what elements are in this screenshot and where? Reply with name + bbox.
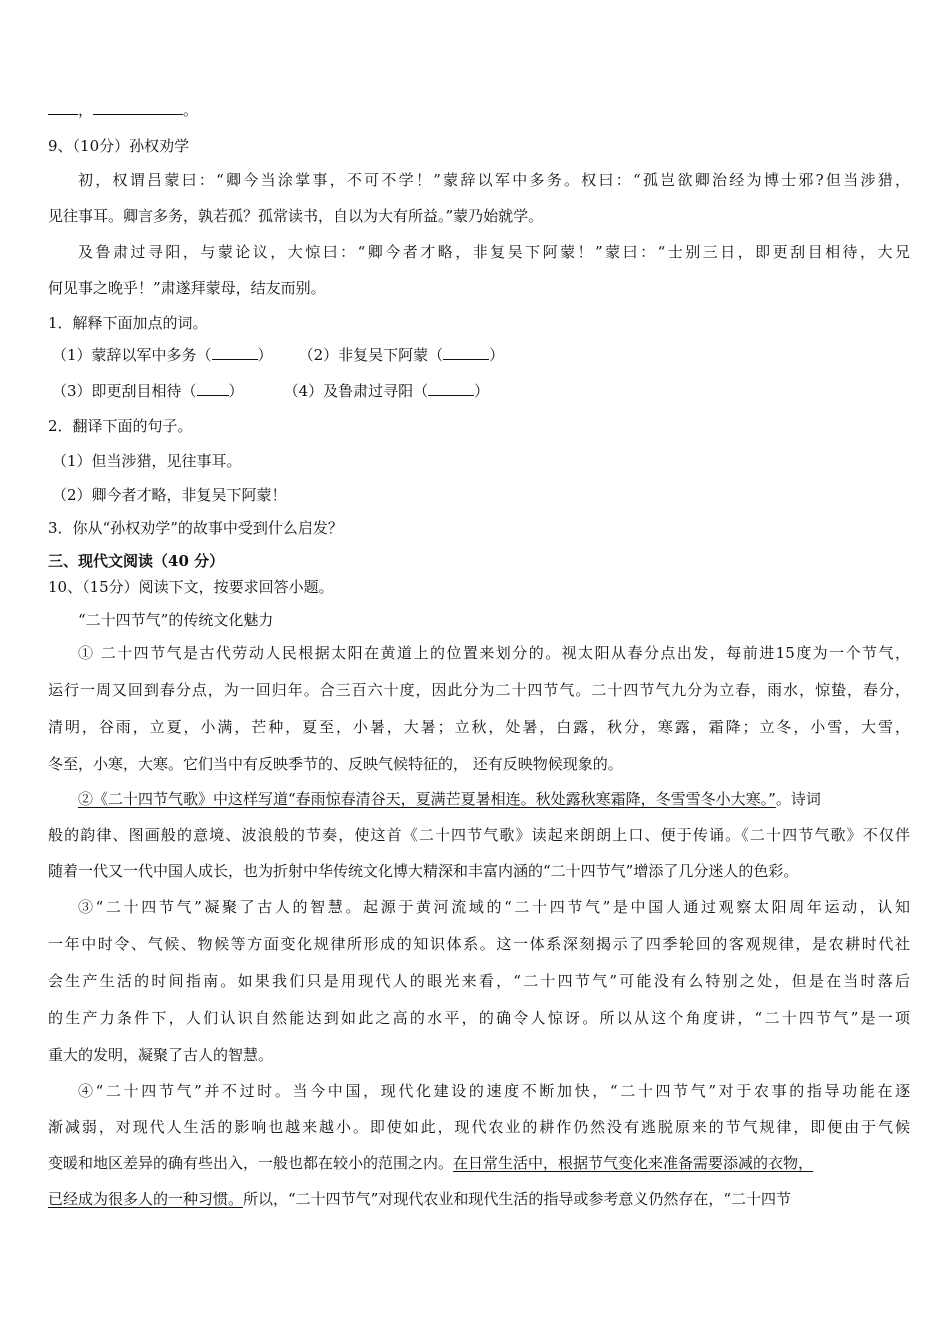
answer-blank[interactable] [428,381,474,396]
underlined-quote: ②《二十四节气歌》中这样写道“春雨惊春清谷天，夏满芒夏暑相连。秋处露秋寒霜降，冬雪雪冬小大寒。” [78,790,776,808]
answer-blank[interactable] [93,100,183,115]
q9-text-line: 及鲁肃过寻阳，与蒙论议，大惊曰：“卿今者才略，非复吴下阿蒙！”蒙曰：“士别三日，即更刮目相待，大兄 [78,243,910,261]
article-line: 般的韵律、图画般的意境、波浪般的节奏，使这首《二十四节气歌》读起来朗朗上口、便于传诵。《二十四节气歌》不仅伴 [48,826,910,844]
q10-header: 10、（15分）阅读下文，按要求回答小题。 [48,578,334,596]
article-line: 会生产生活的时间指南。如果我们只是用现代人的眼光来看，“二十四节气”可能没有么特别之处，但是在当时落后 [48,972,910,990]
q9-s1-row: （1）蒙辞以军中多务（ ） （2）非复吴下阿蒙（ ） [52,346,505,364]
underlined-sentence: 已经成为很多人的一种习惯。 [48,1190,244,1208]
q9-s1-row: （3）即更刮目相待（ ） （4）及鲁肃过寻阳（ ） [52,382,490,400]
article-line: 渐减弱，对现代人生活的影响也越来越小。即使如此，现代农业的耕作仍然没有逃脱原来的节气规律，即便由于气候 [48,1118,910,1136]
answer-blank[interactable] [212,345,258,360]
article-line: 清明，谷雨，立夏，小满，芒种，夏至，小暑，大暑；立秋，处暑，白露，秋分，寒露，霜降；立冬，小雪，大雪， [48,718,910,736]
q9-subquestion-2: 2．翻译下面的句子。 [48,417,193,435]
article-line: 已经成为很多人的一种习惯。所以，“二十四节气”对现代农业和现代生活的指导或参考意义仍然存在，“二十四节 [48,1190,792,1208]
article-line: ① 二十四节气是古代劳动人民根据太阳在黄道上的位置来划分的。视太阳从春分点出发，每前进15度为一个节气， [78,644,910,662]
underlined-sentence: 在日常生活中，根据节气变化来准备需要添减的衣物， [453,1154,814,1172]
article-line: 的生产力条件下，人们认识自然能达到如此之高的水平，的确令人惊讶。所以从这个角度讲，“二十四节气”是一项 [48,1009,910,1027]
q9-s2-item: （1）但当涉猎，见往事耳。 [52,452,242,470]
q9-subquestion-3: 3．你从“孙权劝学”的故事中受到什么启发？ [48,519,343,537]
article-line: 一年中时令、气候、物候等方面变化规律所形成的知识体系。这一体系深刻揭示了四季轮回的客观规律，是农耕时代社 [48,935,910,953]
q9-text-line: 何见事之晚乎！”肃遂拜蒙母，结友而别。 [48,279,326,297]
q9-text-line: 初，权谓吕蒙曰：“卿今当涂掌事，不可不学！”蒙辞以军中多务。权曰：“孤岂欲卿治经为博士邪?但当涉猎， [78,171,910,189]
article-line: 变暖和地区差异的确有些出入，一般也都在较小的范围之内。在日常生活中，根据节气变化来准备需要添减的衣物， [48,1154,814,1172]
article-line: 重大的发明，凝聚了古人的智慧。 [48,1046,274,1064]
q9-header: 9、（10分）孙权劝学 [48,137,190,155]
article-line: ③“二十四节气”凝聚了古人的智慧。起源于黄河流域的“二十四节气”是中国人通过观察太阳周年运动，认知 [78,898,910,916]
article-line: ②《二十四节气歌》中这样写道“春雨惊春清谷天，夏满芒夏暑相连。秋处露秋寒霜降，冬雪雪冬小大寒。”。诗词 [78,790,821,808]
q9-s2-item: （2）卿今者才略，非复吴下阿蒙！ [52,486,287,504]
top-answer-line: ， 。 [48,100,198,120]
answer-blank[interactable] [443,345,489,360]
section-heading: 三、现代文阅读（40 分） [48,552,225,570]
answer-blank[interactable] [197,381,229,396]
article-line: 随着一代又一代中国人成长，也为折射中华传统文化博大精深和丰富内涵的“二十四节气”增添了几分迷人的色彩。 [48,862,799,880]
article-title: “二十四节气”的传统文化魅力 [78,611,274,629]
answer-blank[interactable] [48,100,78,115]
article-line: 运行一周又回到春分点，为一回归年。合三百六十度，因此分为二十四节气。二十四节气九分为立春，雨水，惊蛰，春分， [48,681,910,699]
article-line: 冬至，小寒，大寒。它们当中有反映季节的、反映气候特征的， 还有反映物候现象的。 [48,755,623,773]
q9-subquestion-1: 1．解释下面加点的词。 [48,314,208,332]
q9-text-line: 见往事耳。卿言多务，孰若孤？孤常读书，自以为大有所益。”蒙乃始就学。 [48,207,544,225]
article-line: ④“二十四节气”并不过时。当今中国，现代化建设的速度不断加快，“二十四节气”对于农事的指导功能在逐 [78,1082,910,1100]
